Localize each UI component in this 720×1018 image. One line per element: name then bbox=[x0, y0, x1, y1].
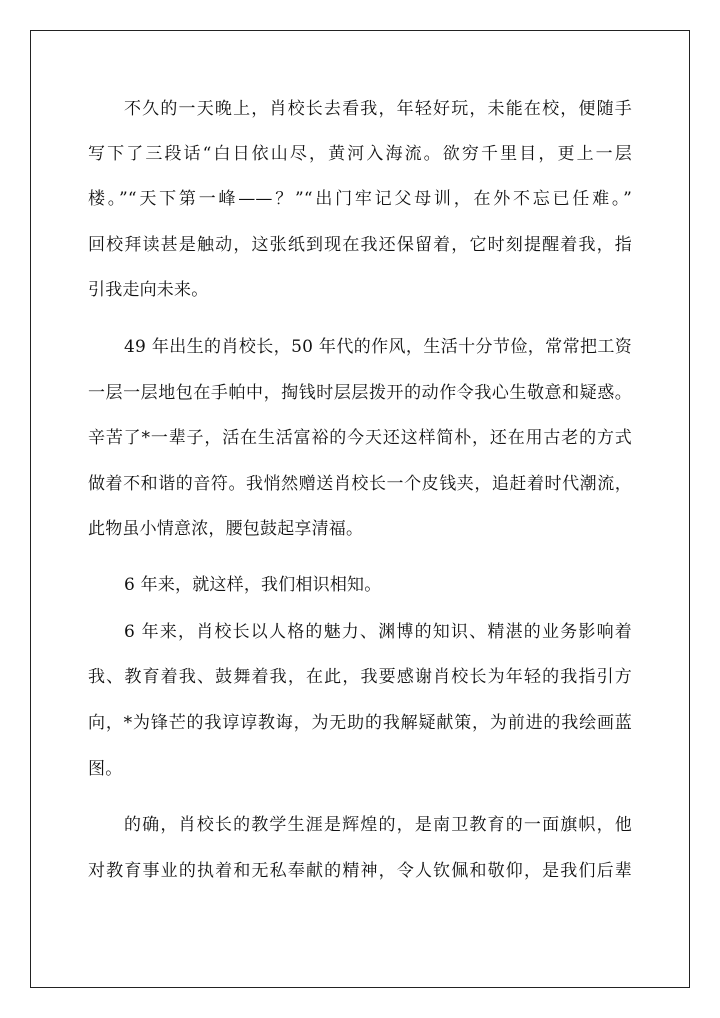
paragraph-line: 图。 bbox=[88, 759, 123, 779]
paragraph-line: 6 年来，肖校长以人格的魅力、渊博的知识、精湛的业务影响着 bbox=[124, 622, 632, 642]
paragraph-line: 向，*为锋芒的我谆谆教诲，为无助的我解疑献策，为前进的我绘画蓝 bbox=[88, 713, 632, 733]
paragraph-line: 不久的一天晚上，肖校长去看我，年轻好玩，未能在校，便随手 bbox=[124, 99, 632, 119]
paragraph-line: 辛苦了*一辈子，活在生活富裕的今天还这样简朴，还在用古老的方式 bbox=[88, 428, 632, 448]
paragraph-line: 楼。”“天下第一峰——？”“出门牢记父母训，在外不忘已任难。” bbox=[88, 189, 632, 209]
paragraph-line: 49 年出生的肖校长，50 年代的作风，生活十分节俭，常常把工资 bbox=[124, 337, 632, 357]
paragraph-line: 一层一层地包在手帕中，掏钱时层层拨开的动作令我心生敬意和疑惑。 bbox=[88, 383, 632, 403]
paragraph-line: 我、教育着我、鼓舞着我，在此，我要感谢肖校长为年轻的我指引方 bbox=[88, 667, 632, 687]
paragraph-line: 回校拜读甚是触动，这张纸到现在我还保留着，它时刻提醒着我，指 bbox=[88, 235, 632, 255]
paragraph-line: 对教育事业的执着和无私奉献的精神，令人钦佩和敬仰，是我们后辈 bbox=[88, 861, 632, 881]
page-border bbox=[30, 30, 690, 988]
paragraph-line: 引我走向未来。 bbox=[88, 280, 209, 300]
paragraph-line: 的确，肖校长的教学生涯是辉煌的，是南卫教育的一面旗帜，他 bbox=[124, 815, 632, 835]
paragraph-line: 做着不和谐的音符。我悄然赠送肖校长一个皮钱夹，追赶着时代潮流， bbox=[88, 474, 632, 494]
paragraph-line: 6 年来，就这样，我们相识相知。 bbox=[124, 575, 382, 595]
paragraph-line: 写下了三段话“白日依山尽，黄河入海流。欲穷千里目，更上一层 bbox=[88, 144, 632, 164]
paragraph-line: 此物虽小情意浓，腰包鼓起享清福。 bbox=[88, 519, 364, 539]
